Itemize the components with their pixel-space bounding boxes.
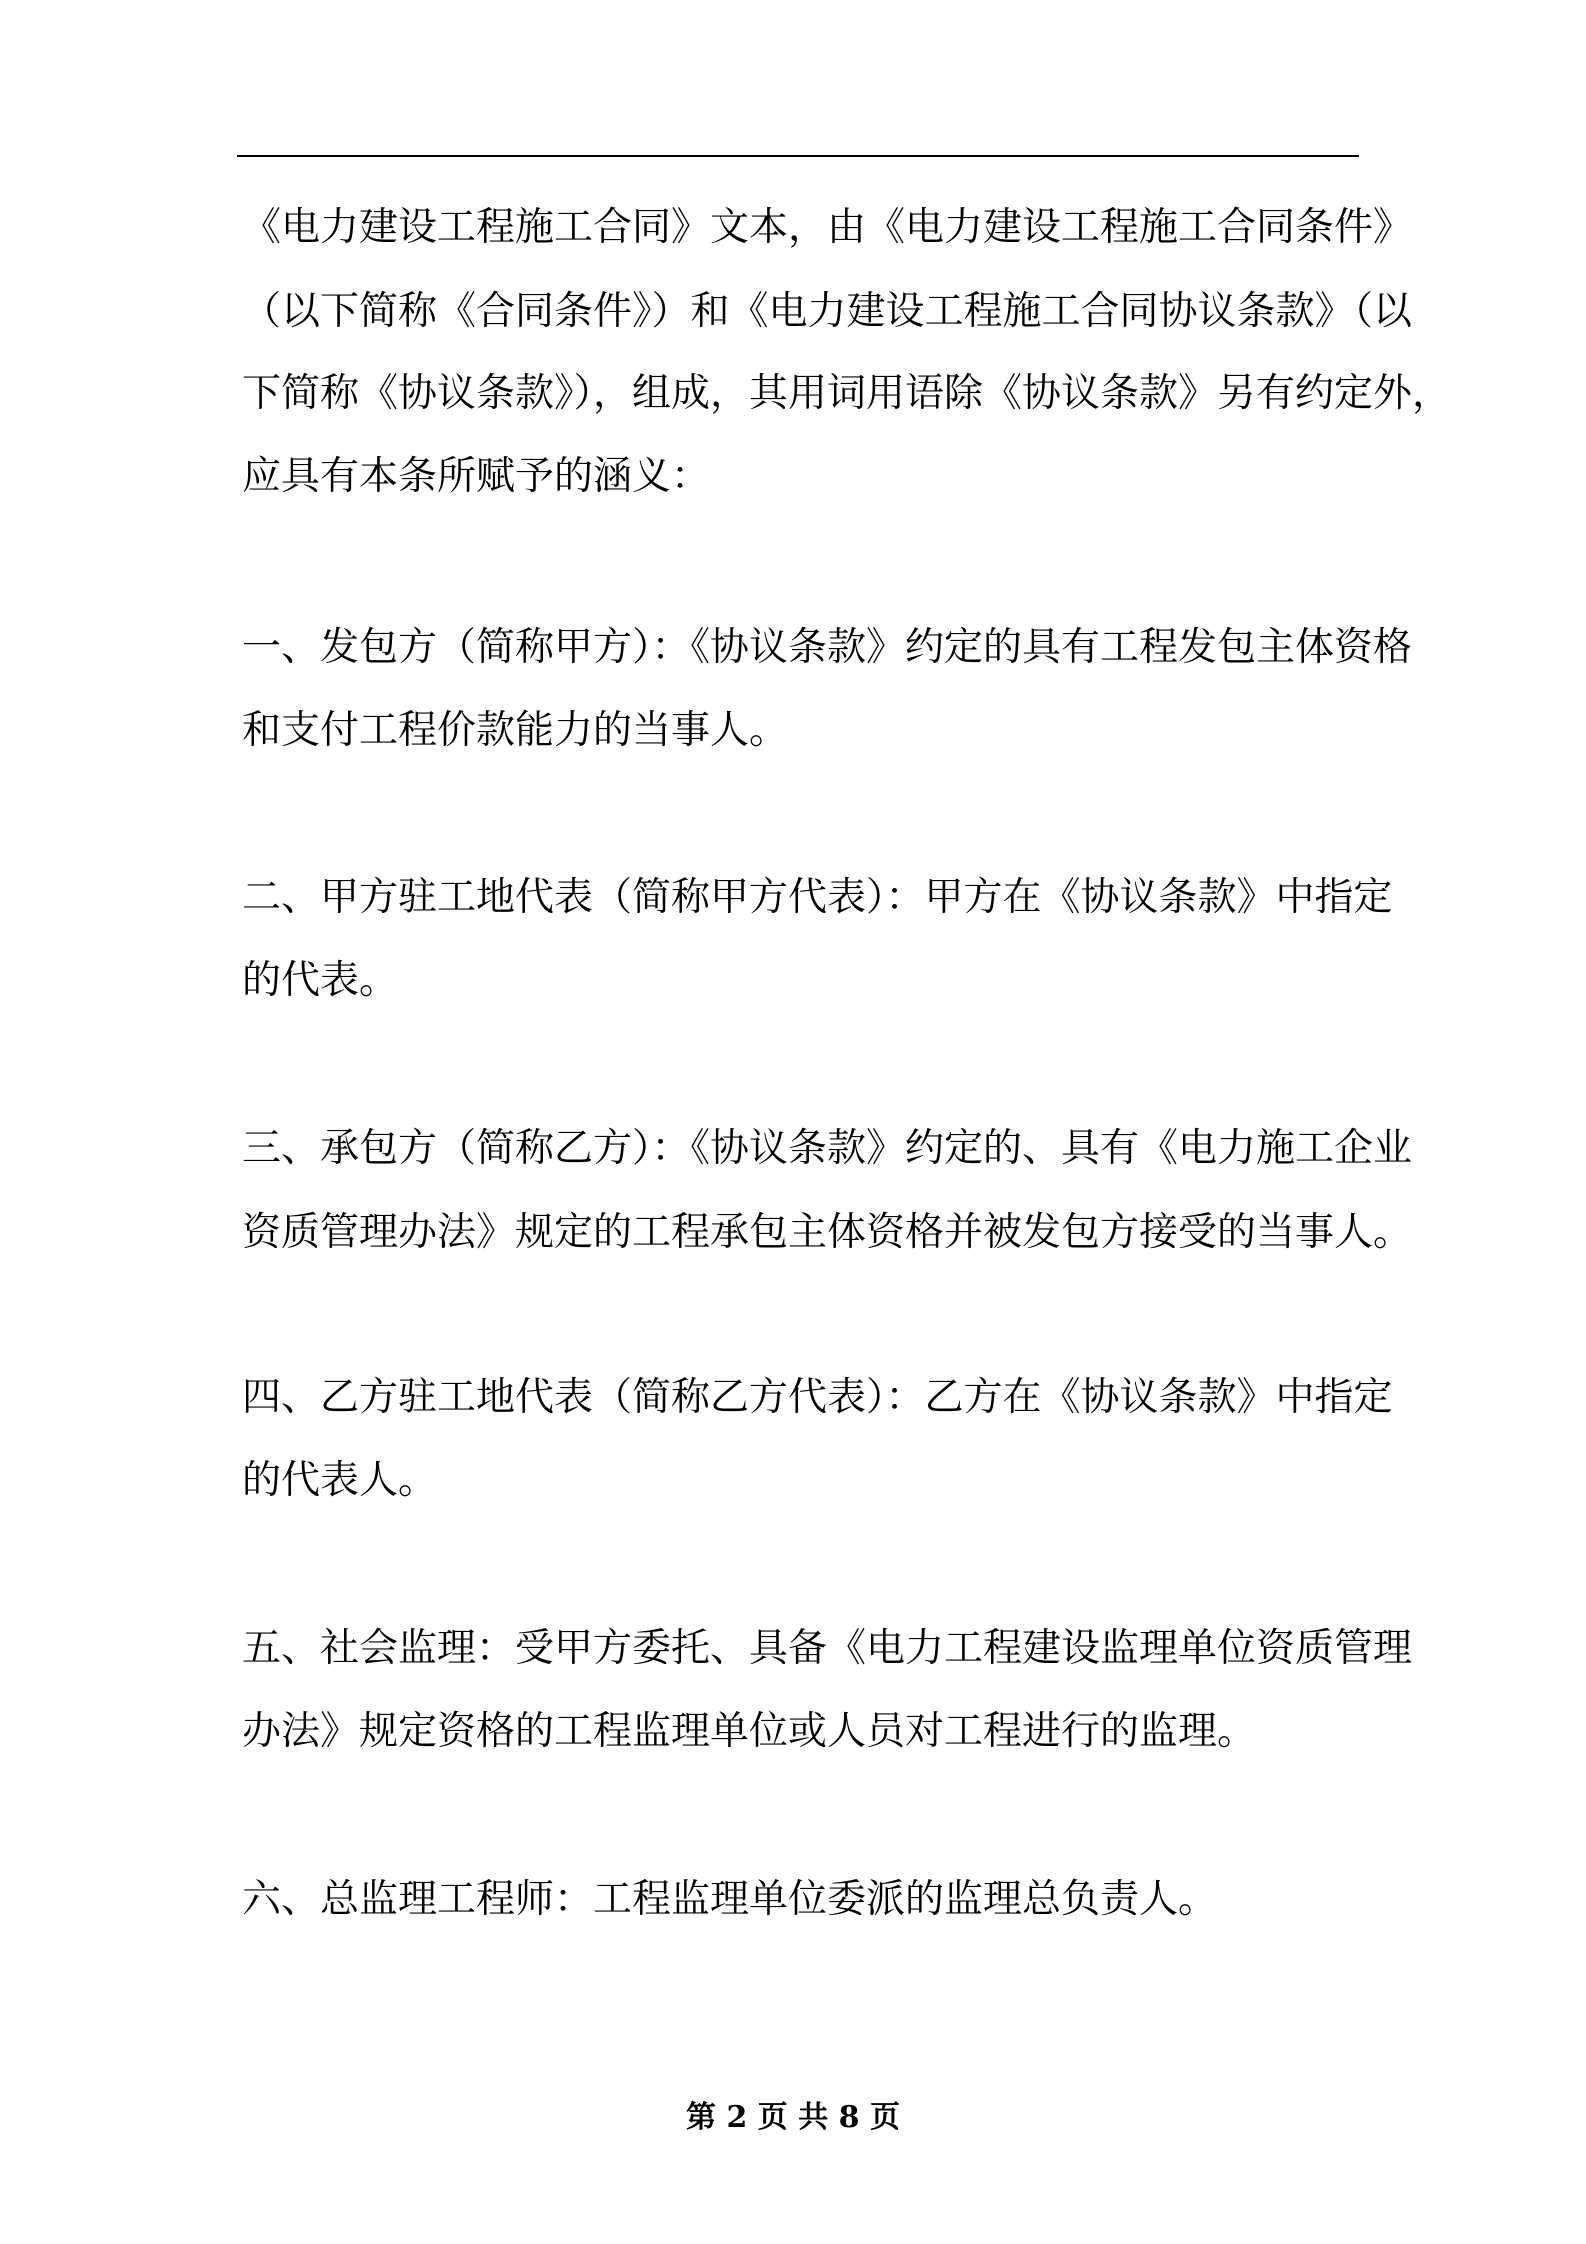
text-line: 应具有本条所赋予的涵义：	[242, 454, 711, 499]
text-line: 和支付工程价款能力的当事人。	[242, 708, 789, 753]
text-line: 的代表。	[242, 958, 399, 1003]
text-line: 五、社会监理：受甲方委托、具备《电力工程建设监理单位资质管理	[242, 1626, 1413, 1671]
text-line: 三、承包方（简称乙方）：《协议条款》约定的、具有《电力施工企业	[242, 1126, 1413, 1171]
text-line: 资质管理办法》规定的工程承包主体资格并被发包方接受的当事人。	[242, 1210, 1413, 1255]
text-line: 一、发包方（简称甲方）：《协议条款》约定的具有工程发包主体资格	[242, 625, 1413, 670]
text-line: 六、总监理工程师：工程监理单位委派的监理总负责人。	[242, 1877, 1218, 1922]
text-line: 下简称《协议条款》），组成，其用词用语除《协议条款》另有约定外，	[242, 371, 1452, 416]
text-line: 《电力建设工程施工合同》文本，由《电力建设工程施工合同条件》	[242, 205, 1413, 250]
text-line: 办法》规定资格的工程监理单位或人员对工程进行的监理。	[242, 1709, 1257, 1754]
page-number-footer: 第 2 页 共 8 页	[686, 2100, 900, 2135]
text-line: 二、甲方驻工地代表（简称甲方代表）：甲方在《协议条款》中指定	[242, 875, 1393, 920]
text-line: （以下简称《合同条件》）和《电力建设工程施工合同协议条款》（以	[242, 289, 1413, 334]
text-line: 的代表人。	[242, 1458, 438, 1503]
header-divider	[237, 155, 1359, 157]
text-line: 四、乙方驻工地代表（简称乙方代表）：乙方在《协议条款》中指定	[242, 1375, 1393, 1420]
